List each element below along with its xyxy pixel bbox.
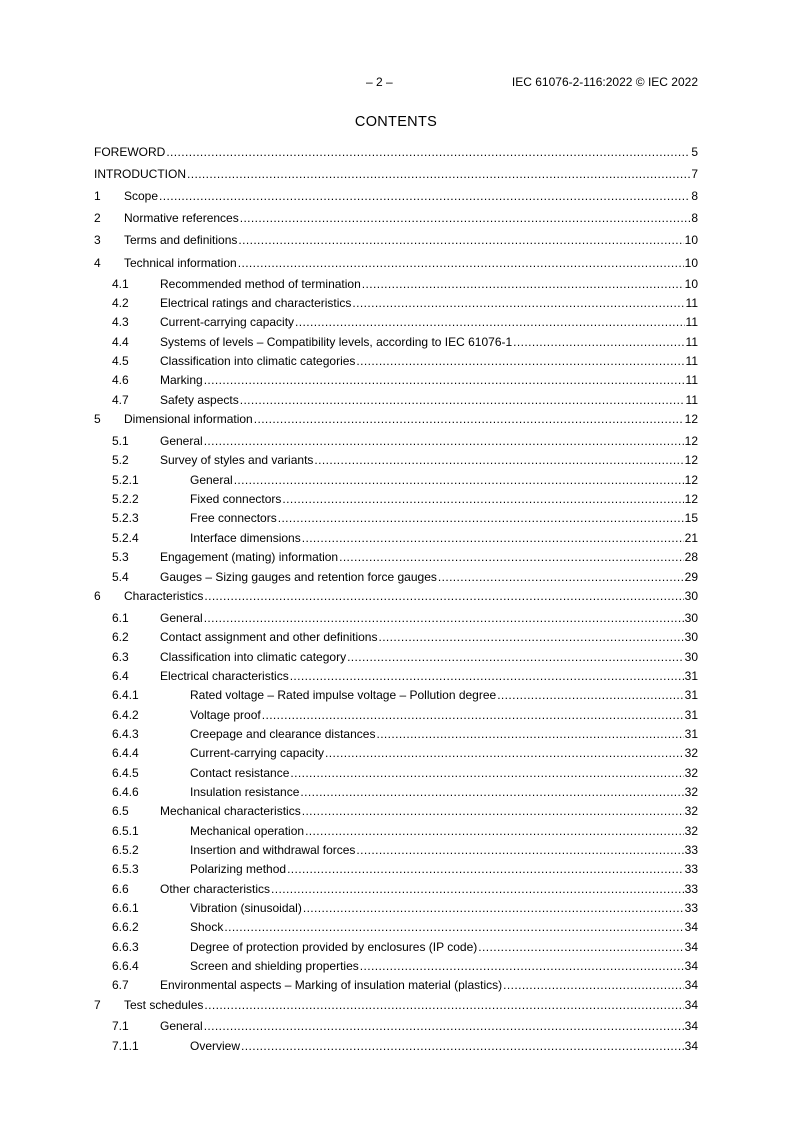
toc-entry-page: 30	[684, 589, 698, 603]
toc-entry[interactable]	[94, 940, 698, 954]
toc-entry-page: 34	[684, 998, 698, 1012]
toc-entry-label: Rated voltage – Rated impulse voltage – Pollution degree	[190, 688, 497, 702]
toc-entry-page: 34	[684, 1039, 698, 1053]
toc-entry-label: Contact assignment and other definitions	[160, 630, 378, 644]
toc-entry-label: Recommended method of termination	[160, 277, 361, 291]
toc-dot-leader	[352, 296, 684, 310]
toc-entry-page: 10	[684, 256, 698, 270]
toc-entry-page: 5	[691, 145, 698, 159]
toc-entry-page: 31	[684, 688, 698, 702]
toc-dot-leader	[278, 511, 684, 525]
toc-dot-leader	[303, 901, 684, 915]
toc-entry-label: Current-carrying capacity	[160, 315, 295, 329]
toc-dot-leader	[224, 920, 683, 934]
toc-dot-leader	[234, 473, 684, 487]
toc-entry-label: Polarizing method	[190, 862, 287, 876]
toc-dot-leader	[302, 804, 684, 818]
toc-entry[interactable]	[94, 511, 698, 525]
toc-entry-label: Free connectors	[190, 511, 277, 525]
page-title: CONTENTS	[354, 114, 438, 130]
toc-entry-page: 33	[684, 862, 698, 876]
toc-entry-number: 5.3	[112, 550, 129, 564]
toc-entry-page: 34	[684, 940, 698, 954]
toc-dot-leader	[362, 277, 684, 291]
toc-entry-page: 31	[684, 727, 698, 741]
toc-entry-page: 30	[684, 650, 698, 664]
toc-entry-label: Marking	[160, 373, 203, 387]
toc-entry-page: 11	[685, 354, 698, 368]
toc-dot-leader	[347, 650, 684, 664]
toc-dot-leader	[204, 589, 683, 603]
toc-entry[interactable]	[94, 998, 698, 1012]
toc-entry-number: 4.4	[112, 335, 129, 349]
toc-dot-leader	[356, 354, 684, 368]
toc-entry[interactable]	[94, 211, 698, 225]
toc-entry-number: 6.4.4	[112, 746, 139, 760]
toc-entry-number: 6.4.6	[112, 785, 139, 799]
toc-entry-page: 30	[684, 611, 698, 625]
toc-entry-label: Mechanical operation	[190, 824, 305, 838]
toc-entry[interactable]	[94, 233, 698, 247]
toc-entry-label: Insertion and withdrawal forces	[190, 843, 356, 857]
toc-entry-number: 1	[94, 189, 101, 203]
toc-entry[interactable]	[94, 550, 698, 564]
toc-dot-leader	[240, 393, 685, 407]
toc-entry-number: 6.5.3	[112, 862, 139, 876]
toc-entry[interactable]	[94, 570, 698, 584]
toc-dot-leader	[513, 335, 684, 349]
toc-entry[interactable]	[94, 145, 698, 159]
toc-entry-number: 6.4	[112, 669, 129, 683]
toc-entry-number: 5.2.4	[112, 531, 139, 545]
toc-entry[interactable]	[94, 727, 698, 741]
toc-entry-number: 7.1	[112, 1019, 129, 1033]
toc-entry[interactable]	[94, 882, 698, 896]
toc-dot-leader	[287, 862, 684, 876]
toc-entry-number: 5.2.2	[112, 492, 139, 506]
toc-dot-leader	[254, 412, 684, 426]
toc-dot-leader	[325, 746, 684, 760]
toc-dot-leader	[240, 211, 691, 225]
toc-entry[interactable]	[94, 296, 698, 310]
toc-entry-number: 7.1.1	[112, 1039, 139, 1053]
toc-entry[interactable]	[94, 611, 698, 625]
toc-entry[interactable]	[94, 256, 698, 270]
toc-entry-label: General	[160, 611, 203, 625]
toc-entry-number: 3	[94, 233, 101, 247]
page-header	[94, 75, 698, 93]
toc-entry[interactable]	[94, 434, 698, 448]
toc-entry-label: Classification into climatic category	[160, 650, 347, 664]
toc-entry-label: Vibration (sinusoidal)	[190, 901, 302, 915]
toc-entry-page: 11	[685, 373, 698, 387]
toc-entry[interactable]	[94, 978, 698, 992]
toc-entry-number: 5.2	[112, 453, 129, 467]
toc-entry-page: 12	[684, 492, 698, 506]
toc-entry[interactable]	[94, 1039, 698, 1053]
toc-dot-leader	[290, 766, 683, 780]
toc-entry[interactable]	[94, 589, 698, 603]
toc-dot-leader	[166, 145, 690, 159]
toc-entry[interactable]	[94, 766, 698, 780]
toc-dot-leader	[302, 531, 684, 545]
toc-entry-label: Electrical characteristics	[160, 669, 289, 683]
toc-entry-label: Electrical ratings and characteristics	[160, 296, 352, 310]
toc-entry[interactable]	[94, 453, 698, 467]
toc-entry[interactable]	[94, 824, 698, 838]
toc-entry-page: 11	[685, 296, 698, 310]
toc-entry[interactable]	[94, 277, 698, 291]
toc-entry-page: 32	[684, 804, 698, 818]
toc-dot-leader	[360, 959, 684, 973]
toc-entry-label: Overview	[190, 1039, 241, 1053]
toc-dot-leader	[204, 611, 684, 625]
toc-entry-number: 5.4	[112, 570, 129, 584]
toc-entry-label: Shock	[190, 920, 224, 934]
toc-entry[interactable]	[94, 393, 698, 407]
toc-entry-number: 6.6.2	[112, 920, 139, 934]
toc-dot-leader	[262, 708, 684, 722]
toc-entry[interactable]	[94, 688, 698, 702]
toc-entry-label: Survey of styles and variants	[160, 453, 314, 467]
toc-entry-label: INTRODUCTION	[94, 167, 186, 181]
toc-entry-label: General	[160, 1019, 203, 1033]
toc-entry-number: 6.4.3	[112, 727, 139, 741]
toc-entry-page: 34	[684, 920, 698, 934]
toc-dot-leader	[204, 373, 685, 387]
toc-entry[interactable]	[94, 531, 698, 545]
toc-entry-page: 29	[684, 570, 698, 584]
toc-entry[interactable]	[94, 1019, 698, 1033]
toc-entry-number: 6.6.4	[112, 959, 139, 973]
toc-entry-label: Safety aspects	[160, 393, 239, 407]
toc-entry[interactable]	[94, 354, 698, 368]
toc-dot-leader	[238, 256, 684, 270]
toc-entry-page: 12	[684, 434, 698, 448]
toc-entry-number: 7	[94, 998, 101, 1012]
toc-dot-leader	[314, 453, 683, 467]
toc-entry[interactable]	[94, 669, 698, 683]
toc-entry-label: Test schedules	[124, 998, 204, 1012]
toc-entry-label: Gauges – Sizing gauges and retention force gauges	[160, 570, 437, 584]
toc-entry[interactable]	[94, 746, 698, 760]
toc-entry-page: 32	[684, 746, 698, 760]
toc-entry-page: 10	[684, 233, 698, 247]
toc-entry-page: 32	[684, 785, 698, 799]
toc-entry[interactable]	[94, 167, 698, 181]
toc-entry-page: 30	[684, 630, 698, 644]
toc-entry-number: 6.4.1	[112, 688, 139, 702]
toc-dot-leader	[497, 688, 683, 702]
toc-entry[interactable]	[94, 373, 698, 387]
toc-dot-leader	[305, 824, 684, 838]
toc-entry-label: Creepage and clearance distances	[190, 727, 376, 741]
toc-entry-page: 21	[684, 531, 698, 545]
toc-entry-number: 2	[94, 211, 101, 225]
toc-dot-leader	[282, 492, 683, 506]
toc-entry-page: 34	[684, 959, 698, 973]
toc-entry-number: 6.4.5	[112, 766, 139, 780]
toc-entry-page: 31	[684, 669, 698, 683]
toc-dot-leader	[204, 1019, 684, 1033]
toc-entry[interactable]	[94, 315, 698, 329]
toc-dot-leader	[290, 669, 684, 683]
toc-entry-label: General	[160, 434, 203, 448]
toc-entry[interactable]	[94, 335, 698, 349]
toc-dot-leader	[187, 167, 690, 181]
toc-entry[interactable]	[94, 630, 698, 644]
toc-entry-number: 6.6	[112, 882, 129, 896]
toc-entry-number: 4.2	[112, 296, 129, 310]
toc-entry-page: 10	[684, 277, 698, 291]
toc-entry-page: 33	[684, 843, 698, 857]
toc-entry-label: Mechanical characteristics	[160, 804, 301, 818]
toc-dot-leader	[238, 233, 683, 247]
toc-entry-label: Characteristics	[124, 589, 204, 603]
toc-entry-label: Contact resistance	[190, 766, 290, 780]
toc-entry-label: Engagement (mating) information	[160, 550, 339, 564]
toc-dot-leader	[503, 978, 683, 992]
toc-entry-number: 5.1	[112, 434, 129, 448]
toc-entry-label: Current-carrying capacity	[190, 746, 325, 760]
toc-entry[interactable]	[94, 862, 698, 876]
toc-dot-leader	[378, 630, 683, 644]
toc-entry[interactable]	[94, 804, 698, 818]
toc-entry-page: 15	[684, 511, 698, 525]
toc-entry-number: 5.2.1	[112, 473, 139, 487]
toc-entry-label: Scope	[124, 189, 159, 203]
toc-entry[interactable]	[94, 473, 698, 487]
toc-entry-page: 12	[684, 453, 698, 467]
toc-entry-page: 33	[684, 882, 698, 896]
toc-entry-number: 4.1	[112, 277, 129, 291]
toc-entry-label: Other characteristics	[160, 882, 271, 896]
toc-dot-leader	[159, 189, 690, 203]
toc-entry-page: 8	[691, 189, 698, 203]
toc-dot-leader	[204, 998, 683, 1012]
toc-entry-number: 4	[94, 256, 101, 270]
toc-entry-number: 6.7	[112, 978, 129, 992]
toc-dot-leader	[376, 727, 683, 741]
toc-entry-page: 11	[685, 335, 698, 349]
toc-entry-label: Insulation resistance	[190, 785, 300, 799]
toc-dot-leader	[241, 1039, 684, 1053]
toc-dot-leader	[438, 570, 684, 584]
toc-entry[interactable]	[94, 650, 698, 664]
toc-entry-number: 6.5	[112, 804, 129, 818]
toc-entry-label: Screen and shielding properties	[190, 959, 359, 973]
toc-entry-number: 6.3	[112, 650, 129, 664]
toc-entry-page: 11	[685, 315, 698, 329]
toc-entry-number: 6.2	[112, 630, 129, 644]
toc-entry[interactable]	[94, 785, 698, 799]
toc-entry-number: 6.5.1	[112, 824, 139, 838]
toc-entry-page: 12	[684, 412, 698, 426]
toc-entry-label: Normative references	[124, 211, 239, 225]
toc-entry[interactable]	[94, 959, 698, 973]
toc-entry-page: 32	[684, 824, 698, 838]
toc-entry-page: 8	[691, 211, 698, 225]
toc-entry-number: 4.3	[112, 315, 129, 329]
toc-entry-number: 4.7	[112, 393, 129, 407]
toc-entry[interactable]	[94, 920, 698, 934]
toc-entry-number: 6.6.1	[112, 901, 139, 915]
document-id: IEC 61076-2-116:2022 © IEC 2022	[511, 75, 698, 89]
toc-entry-page: 33	[684, 901, 698, 915]
toc-entry-number: 6	[94, 589, 101, 603]
toc-entry-number: 5.2.3	[112, 511, 139, 525]
toc-entry-page: 34	[684, 978, 698, 992]
toc-entry-label: General	[190, 473, 233, 487]
toc-entry-page: 12	[684, 473, 698, 487]
toc-dot-leader	[478, 940, 683, 954]
toc-entry-label: Dimensional information	[124, 412, 253, 426]
toc-entry[interactable]	[94, 189, 698, 203]
toc-entry-number: 4.5	[112, 354, 129, 368]
toc-entry[interactable]	[94, 901, 698, 915]
toc-dot-leader	[271, 882, 684, 896]
toc-entry-label: FOREWORD	[94, 145, 166, 159]
toc-entry-number: 4.6	[112, 373, 129, 387]
toc-entry-page: 34	[684, 1019, 698, 1033]
toc-dot-leader	[300, 785, 683, 799]
toc-entry[interactable]	[94, 708, 698, 722]
toc-entry-label: Systems of levels – Compatibility levels, according to IEC 61076-1	[160, 335, 513, 349]
toc-entry-page: 11	[685, 393, 698, 407]
toc-entry-label: Classification into climatic categories	[160, 354, 356, 368]
page-number: – 2 –	[366, 75, 393, 89]
toc-dot-leader	[204, 434, 684, 448]
toc-entry[interactable]	[94, 492, 698, 506]
toc-entry-number: 6.1	[112, 611, 129, 625]
toc-dot-leader	[356, 843, 683, 857]
toc-dot-leader	[295, 315, 684, 329]
toc-entry-label: Interface dimensions	[190, 531, 301, 545]
toc-entry[interactable]	[94, 412, 698, 426]
toc-entry-page: 32	[684, 766, 698, 780]
toc-entry-number: 6.6.3	[112, 940, 139, 954]
toc-entry-label: Technical information	[124, 256, 237, 270]
toc-entry-label: Fixed connectors	[190, 492, 282, 506]
toc-entry-label: Degree of protection provided by enclosures (IP code)	[190, 940, 478, 954]
toc-entry-label: Environmental aspects – Marking of insulation material (plastics)	[160, 978, 503, 992]
toc-entry-number: 6.4.2	[112, 708, 139, 722]
toc-entry-page: 7	[691, 167, 698, 181]
toc-entry-page: 28	[684, 550, 698, 564]
toc-entry-page: 31	[684, 708, 698, 722]
toc-entry-label: Voltage proof	[190, 708, 261, 722]
toc-entry-number: 6.5.2	[112, 843, 139, 857]
toc-entry-number: 5	[94, 412, 101, 426]
toc-dot-leader	[339, 550, 684, 564]
toc-entry-label: Terms and definitions	[124, 233, 238, 247]
toc-entry[interactable]	[94, 843, 698, 857]
